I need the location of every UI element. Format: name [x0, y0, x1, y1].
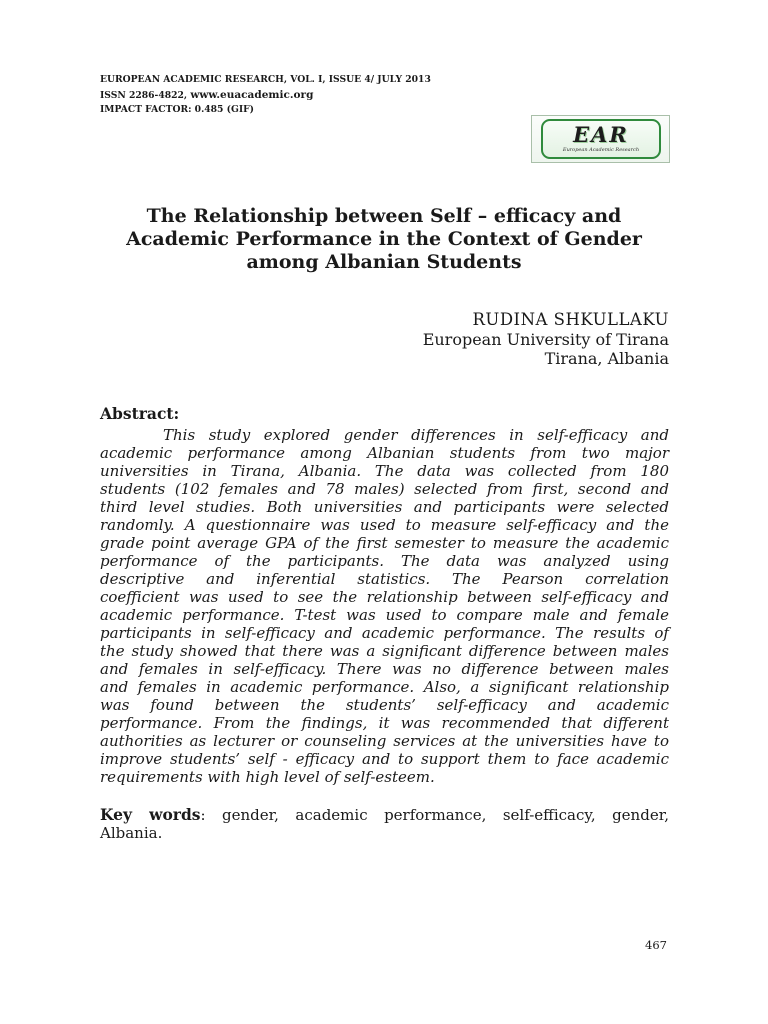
abstract-line: academic performance. T-test was used to compare male and female	[100, 606, 669, 624]
abstract-line: and females in self-efficacy. There was no difference between males	[100, 660, 669, 678]
abstract-line: third level studies. Both universities and participants were selected	[100, 498, 669, 516]
journal-website: www.euacademic.org	[190, 88, 314, 101]
impact-factor-line: IMPACT FACTOR: 0.485 (GIF)	[100, 104, 255, 115]
title-line: among Albanian Students	[246, 251, 522, 273]
title-line: The Relationship between Self – efficacy and	[146, 205, 622, 227]
abstract-line: performance of the participants. The data was analyzed using	[100, 552, 669, 570]
journal-logo	[531, 115, 670, 163]
keywords-block	[100, 806, 669, 842]
logo-badge	[541, 119, 661, 159]
author-block	[423, 310, 669, 369]
abstract-line: the study showed that there was a significant difference between males	[100, 642, 669, 660]
abstract-line: This study explored gender differences in self-efficacy and	[163, 426, 669, 444]
keywords-label: Key words	[100, 805, 201, 824]
title-line: Academic Performance in the Context of Gender	[126, 228, 642, 250]
logo-mark: EAR	[573, 122, 629, 147]
abstract-body	[100, 426, 669, 786]
journal-header	[100, 73, 431, 118]
issn-line	[100, 88, 431, 104]
abstract-line: performance. From the findings, it was recommended that different	[100, 714, 669, 732]
keywords-text-continued: Albania.	[100, 824, 163, 842]
abstract-line: universities in Tirana, Albania. The data was collected from 180	[100, 462, 669, 480]
journal-issue-line: EUROPEAN ACADEMIC RESEARCH, VOL. I, ISSUE 4/ JULY 2013	[100, 74, 431, 85]
issn-number: ISSN 2286-4822,	[100, 89, 188, 101]
abstract-line: descriptive and inferential statistics. The Pearson correlation	[100, 570, 669, 588]
author-affiliation: European University of Tirana	[422, 329, 669, 349]
abstract-heading: Abstract:	[100, 404, 180, 423]
abstract-line: improve students’ self - efficacy and to support them to face academic	[100, 750, 669, 768]
abstract-line: requirements with high level of self-esteem.	[100, 768, 435, 786]
abstract-line: participants in self-efficacy and academic performance. The results of	[100, 624, 669, 642]
page-number: 467	[645, 938, 667, 952]
abstract-line: randomly. A questionnaire was used to measure self-efficacy and the	[100, 516, 669, 534]
author-location: Tirana, Albania	[544, 349, 669, 368]
keywords-line	[100, 806, 669, 824]
logo-caption: European Academic Research	[562, 147, 640, 153]
abstract-line: students (102 females and 78 males) selected from first, second and	[100, 480, 669, 498]
abstract-line: authorities as lecturer or counseling services at the universities have to	[100, 732, 669, 750]
abstract-line: and females in academic performance. Also, a significant relationship	[100, 678, 669, 696]
abstract-line: academic performance among Albanian students from two major	[100, 444, 669, 462]
author-name: RUDINA SHKULLAKU	[472, 310, 669, 329]
abstract-line: coefficient was used to see the relationship between self-efficacy and	[100, 588, 669, 606]
article-title	[0, 205, 768, 274]
abstract-line: grade point average GPA of the first semester to measure the academic	[100, 534, 669, 552]
keywords-text: : gender, academic performance, self-efficacy, gender,	[200, 806, 669, 824]
abstract-line: was found between the students’ self-efficacy and academic	[100, 696, 669, 714]
